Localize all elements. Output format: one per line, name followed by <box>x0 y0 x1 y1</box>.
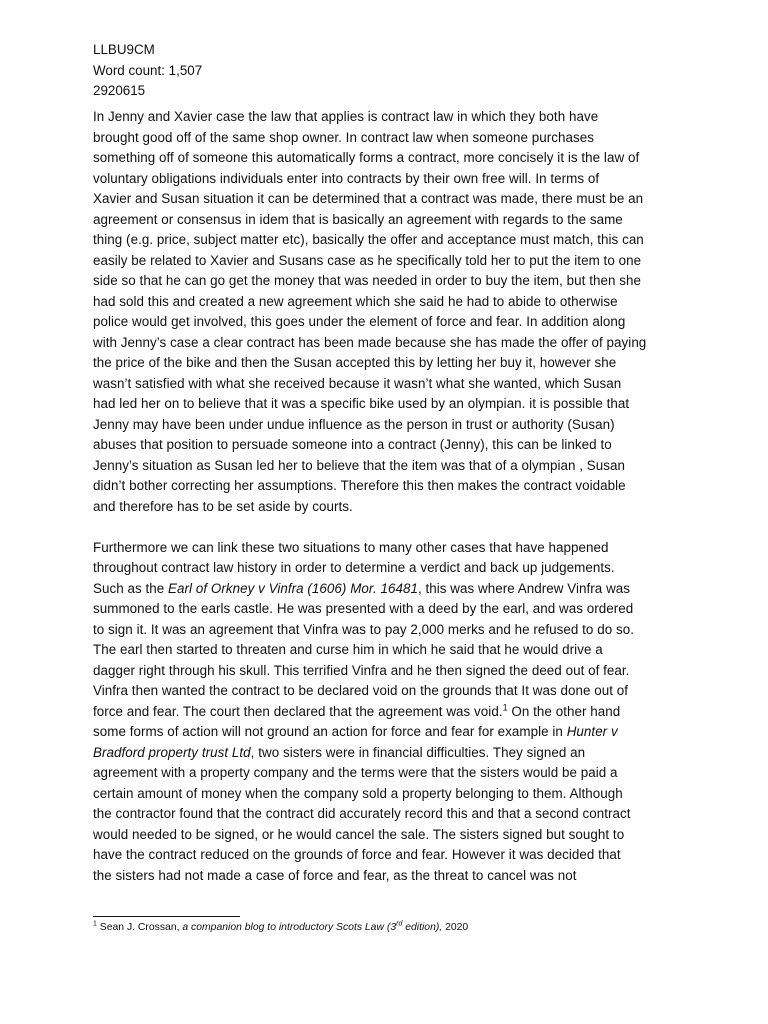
text-line: abuses that position to persuade someone into a contract (Jenny), this can be linked to <box>93 437 612 452</box>
text-line: The earl then started to threaten and curse him in which he said that he would drive a <box>93 642 603 657</box>
text-line: voluntary obligations individuals enter into contracts by their own free will. In terms of <box>93 170 600 186</box>
text-line: something off of someone this automatically forms a contract, more concisely it is the law of <box>93 150 640 165</box>
text-line: Furthermore we can link these two situations to many other cases that have happened <box>93 539 609 555</box>
text-line <box>93 743 673 764</box>
text-line: agreement or consensus in idem that is basically an agreement with regards to the same <box>93 211 623 227</box>
text-line: police would get involved, this goes under the element of force and fear. In addition along <box>93 314 626 329</box>
text-line: thing (e.g. price, subject matter etc), basically the offer and acceptance must match, this can <box>93 232 644 247</box>
text-line: the contractor found that the contract did accurately record this and that a second contract <box>93 806 631 821</box>
paragraph-gap <box>93 517 673 538</box>
footnote-title <box>182 922 442 933</box>
text-run: , two sisters were in financial difficulties. They signed an <box>250 744 586 760</box>
footnote <box>93 920 468 935</box>
text-run: Such as the <box>93 580 169 596</box>
text-run: force and fear. The court then declared that the agreement was void. <box>93 703 503 719</box>
case-citation-orkney: Earl of Orkney v Vinfra (1606) Mor. 16481 <box>168 580 418 596</box>
footnote-title-superscript: rd <box>396 920 403 928</box>
text-run: On the other hand <box>507 703 621 719</box>
footnote-reference[interactable]: 1 <box>502 702 508 713</box>
paragraph-1 <box>93 107 673 517</box>
text-line: with Jenny’s case a clear contract has been made because she has made the offer of paying <box>93 334 647 350</box>
text-line <box>93 722 673 743</box>
footnote-title-text: edition), <box>402 922 443 933</box>
student-id: 2920615 <box>93 83 146 98</box>
text-line: dagger right through his skull. This terrified Vinfra and he then signed the deed out of fear. <box>93 662 630 678</box>
text-line <box>93 702 673 723</box>
text-line: In Jenny and Xavier case the law that applies is contract law in which they both have <box>93 109 599 124</box>
text-line: would needed to be signed, or he would cancel the sale. The sisters signed but sought to <box>93 826 625 842</box>
footnote-separator <box>93 916 240 917</box>
text-line <box>93 579 673 600</box>
text-line: easily be related to Xavier and Susans case as he specifically told her to put the item to one <box>93 252 642 268</box>
text-line: throughout contract law history in order to determine a verdict and back up judgements. <box>93 560 615 575</box>
text-line: Jenny may have been under undue influence as the person in trust or authority (Susan) <box>93 416 615 432</box>
text-line: had sold this and created a new agreement which she said he had to abide to otherwise <box>93 293 618 309</box>
text-line: summoned to the earls castle. He was presented with a deed by the earl, and was ordered <box>93 601 634 616</box>
footnote-year: 2020 <box>442 922 469 933</box>
text-line: had led her on to believe that it was a specific bike used by an olympian. it is possible that <box>93 396 630 411</box>
text-line: the sisters had not made a case of force and fear, as the threat to cancel was not <box>93 867 577 883</box>
text-line: Jenny’s situation as Susan led her to believe that the item was that of a olympian , Susan <box>93 457 626 473</box>
footnote-title-text: a companion blog to introductory Scots Law (3 <box>182 922 397 933</box>
text-line: Xavier and Susan situation it can be determined that a contract was made, there must be an <box>93 191 644 206</box>
footnote-author: Sean J. Crossan, <box>99 922 183 933</box>
word-count: Word count: 1,507 <box>93 62 203 78</box>
footnote-marker: 1 <box>93 920 97 928</box>
text-line: and therefore has to be set aside by courts. <box>93 498 353 514</box>
text-run: some forms of action will not ground an action for force and fear for example in <box>93 724 567 739</box>
module-code: LLBU9CM <box>93 42 155 57</box>
text-line: to sign it. It was an agreement that Vinfra was to pay 2,000 merks and he refused to do so. <box>93 621 634 637</box>
paragraph-2 <box>93 538 673 887</box>
text-line: side so that he can go get the money that was needed in order to buy the item, but then she <box>93 273 641 288</box>
case-citation-hunter-cont: Bradford property trust Ltd <box>93 744 251 760</box>
text-line: the price of the bike and then the Susan accepted this by letting her buy it, however she <box>93 355 617 370</box>
text-line: certain amount of money when the company sold a property belonging to them. Although <box>93 785 623 801</box>
text-line: Vinfra then wanted the contract to be declared void on the grounds that It was done out of <box>93 683 629 698</box>
text-line: wasn’t satisfied with what she received because it wasn’t what she wanted, which Susan <box>93 375 622 391</box>
text-line: brought good off of the same shop owner. In contract law when someone purchases <box>93 129 594 145</box>
document-body <box>93 107 673 886</box>
text-run: , this was where Andrew Vinfra was <box>417 580 631 596</box>
document-header <box>93 40 202 102</box>
case-citation-hunter: Hunter v <box>566 724 618 739</box>
text-line: agreement with a property company and the terms were that the sisters would be paid a <box>93 765 618 780</box>
text-line: didn’t bother correcting her assumptions. Therefore this then makes the contract voidable <box>93 478 626 493</box>
text-line: have the contract reduced on the grounds of force and fear. However it was decided that <box>93 847 621 862</box>
